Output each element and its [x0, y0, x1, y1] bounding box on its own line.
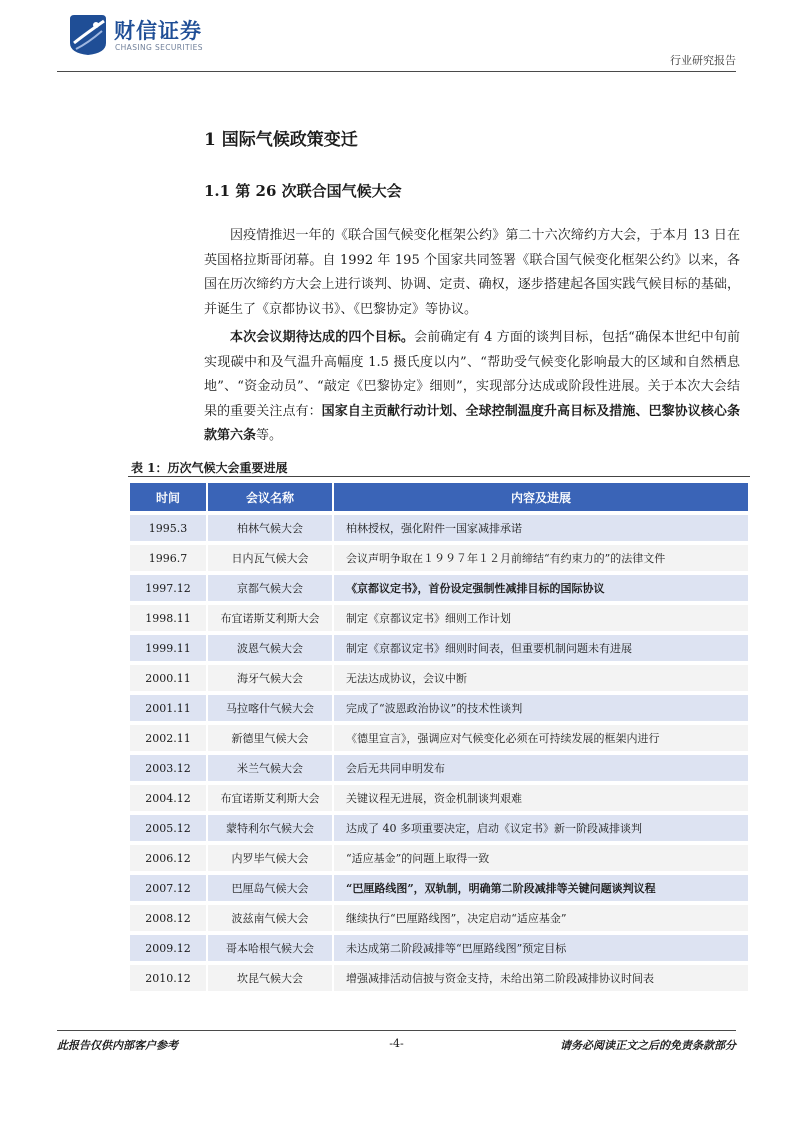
cell-conference: 柏林气候大会	[206, 515, 334, 541]
cell-conference: 海牙气候大会	[206, 665, 334, 691]
cell-content: 继续执行“巴厘路线图”，决定启动“适应基金”	[334, 905, 748, 931]
cell-time: 1995.3	[130, 515, 206, 541]
brand-logo-icon	[66, 13, 110, 57]
footer-disclaimer-left: 此报告仅供内部客户参考	[57, 1039, 178, 1052]
cell-content: “适应基金”的问题上取得一致	[334, 845, 748, 871]
cell-conference: 波恩气候大会	[206, 635, 334, 661]
table-row	[130, 965, 748, 991]
section-heading: 1 国际气候政策变迁	[204, 130, 358, 150]
page-number: -4-	[389, 1037, 404, 1050]
cell-content: 增强减排活动信披与资金支持，未给出第二阶段减排协议时间表	[334, 965, 748, 991]
cell-conference: 哥本哈根气候大会	[206, 935, 334, 961]
table-row	[130, 695, 748, 721]
subsection-heading: 1.1 第 26 次联合国气候大会	[204, 182, 402, 200]
table-row	[130, 815, 748, 841]
cell-conference: 坎昆气候大会	[206, 965, 334, 991]
table-row	[130, 605, 748, 631]
table-row	[130, 635, 748, 661]
cell-content: 无法达成协议，会议中断	[334, 665, 748, 691]
report-type: 行业研究报告	[670, 54, 736, 67]
table-title: 表 1：历次气候大会重要进展	[131, 461, 288, 475]
table-top-rule	[128, 476, 750, 477]
brand-name-en: CHASING SECURITIES	[115, 43, 203, 52]
cell-time: 1999.11	[130, 635, 206, 661]
cell-conference: 京都气候大会	[206, 575, 334, 601]
header-time: 时间	[130, 483, 206, 511]
paragraph-goals-focus: 国家自主贡献行动计划、全球控制温度升高目标及措施、巴黎协议核心条款第六条	[204, 403, 740, 443]
cell-content: “巴厘路线图”，双轨制，明确第二阶段减排等关键问题谈判议程	[334, 875, 748, 901]
cell-conference: 米兰气候大会	[206, 755, 334, 781]
footer-disclaimer-right: 请务必阅读正文之后的免责条款部分	[560, 1039, 736, 1052]
table-row	[130, 755, 748, 781]
cell-content: 会议声明争取在１９９７年１２月前缔结“有约束力的”的法律文件	[334, 545, 748, 571]
cell-conference: 内罗毕气候大会	[206, 845, 334, 871]
cell-time: 1996.7	[130, 545, 206, 571]
cell-time: 2001.11	[130, 695, 206, 721]
header-content: 内容及进展	[334, 483, 748, 511]
table-row	[130, 935, 748, 961]
cell-conference: 巴厘岛气候大会	[206, 875, 334, 901]
cell-time: 2004.12	[130, 785, 206, 811]
paragraph-goals-lead: 本次会议期待达成的四个目标。	[230, 330, 415, 345]
table-row	[130, 905, 748, 931]
table-row	[130, 875, 748, 901]
cell-content: 制定《京都议定书》细则时间表，但重要机制问题未有进展	[334, 635, 748, 661]
footer-divider	[57, 1030, 736, 1031]
paragraph-intro: 因疫情推迟一年的《联合国气候变化框架公约》第二十六次缔约方大会，于本月 13 日在英国格拉斯哥闭幕。自 1992 年 195 个国家共同签署《联合国气候变化框架公约》以来，各国在历次缔约方大会上进行谈判、协调、定责、确权，逐步搭建起各国实践气候目标的基础，并诞生了《京都协议书》、《巴黎协定》等协议。	[204, 228, 740, 317]
table-row	[130, 575, 748, 601]
cell-content: 制定《京都议定书》细则工作计划	[334, 605, 748, 631]
cell-time: 2007.12	[130, 875, 206, 901]
table-row	[130, 545, 748, 571]
cell-time: 2008.12	[130, 905, 206, 931]
cell-time: 1998.11	[130, 605, 206, 631]
table-row	[130, 515, 748, 541]
cell-time: 2000.11	[130, 665, 206, 691]
table-row	[130, 665, 748, 691]
table-row	[130, 785, 748, 811]
cell-conference: 布宜诺斯艾利斯大会	[206, 605, 334, 631]
cell-time: 2005.12	[130, 815, 206, 841]
header-conference: 会议名称	[206, 483, 334, 511]
cell-conference: 布宜诺斯艾利斯大会	[206, 785, 334, 811]
cell-content: 达成了 40 多项重要决定，启动《议定书》新一阶段减排谈判	[334, 815, 748, 841]
cell-time: 2009.12	[130, 935, 206, 961]
cell-content: 柏林授权，强化附件一国家减排承诺	[334, 515, 748, 541]
cell-content: 会后无共同申明发布	[334, 755, 748, 781]
table-header-row	[130, 483, 748, 511]
cell-conference: 蒙特利尔气候大会	[206, 815, 334, 841]
cell-conference: 日内瓦气候大会	[206, 545, 334, 571]
cell-time: 1997.12	[130, 575, 206, 601]
header-divider	[57, 71, 736, 72]
table-row	[130, 725, 748, 751]
cell-content: 关键议程无进展，资金机制谈判艰难	[334, 785, 748, 811]
cell-conference: 波兹南气候大会	[206, 905, 334, 931]
paragraph-goals-text: 会前确定有 4 方面的谈判目标，包括“确保本世纪中旬前实现碳中和及气温升高幅度 1.5 摄氏度以内”、“帮助受气候变化影响最大的区域和自然栖息地”、“资金动员”、“敲定《巴黎协定》细则”，实现部分达成或阶段性进展。关于本次大会结果的重要关注点有：	[204, 330, 740, 419]
cell-time: 2002.11	[130, 725, 206, 751]
cell-time: 2006.12	[130, 845, 206, 871]
cell-conference: 马拉喀什气候大会	[206, 695, 334, 721]
paragraph-goals-end: 等。	[256, 428, 283, 443]
cell-content: 未达成第二阶段减排等“巴厘路线图”预定目标	[334, 935, 748, 961]
conference-progress-table	[130, 479, 748, 995]
brand-logo	[66, 13, 206, 57]
cell-content: 完成了“波恩政治协议”的技术性谈判	[334, 695, 748, 721]
brand-name-cn: 财信证券	[114, 19, 202, 43]
cell-time: 2003.12	[130, 755, 206, 781]
cell-conference: 新德里气候大会	[206, 725, 334, 751]
cell-content: 《德里宣言》，强调应对气候变化必须在可持续发展的框架内进行	[334, 725, 748, 751]
cell-time: 2010.12	[130, 965, 206, 991]
cell-content: 《京都议定书》，首份设定强制性减排目标的国际协议	[334, 575, 748, 601]
paragraph-goals	[204, 326, 740, 449]
table-row	[130, 845, 748, 871]
